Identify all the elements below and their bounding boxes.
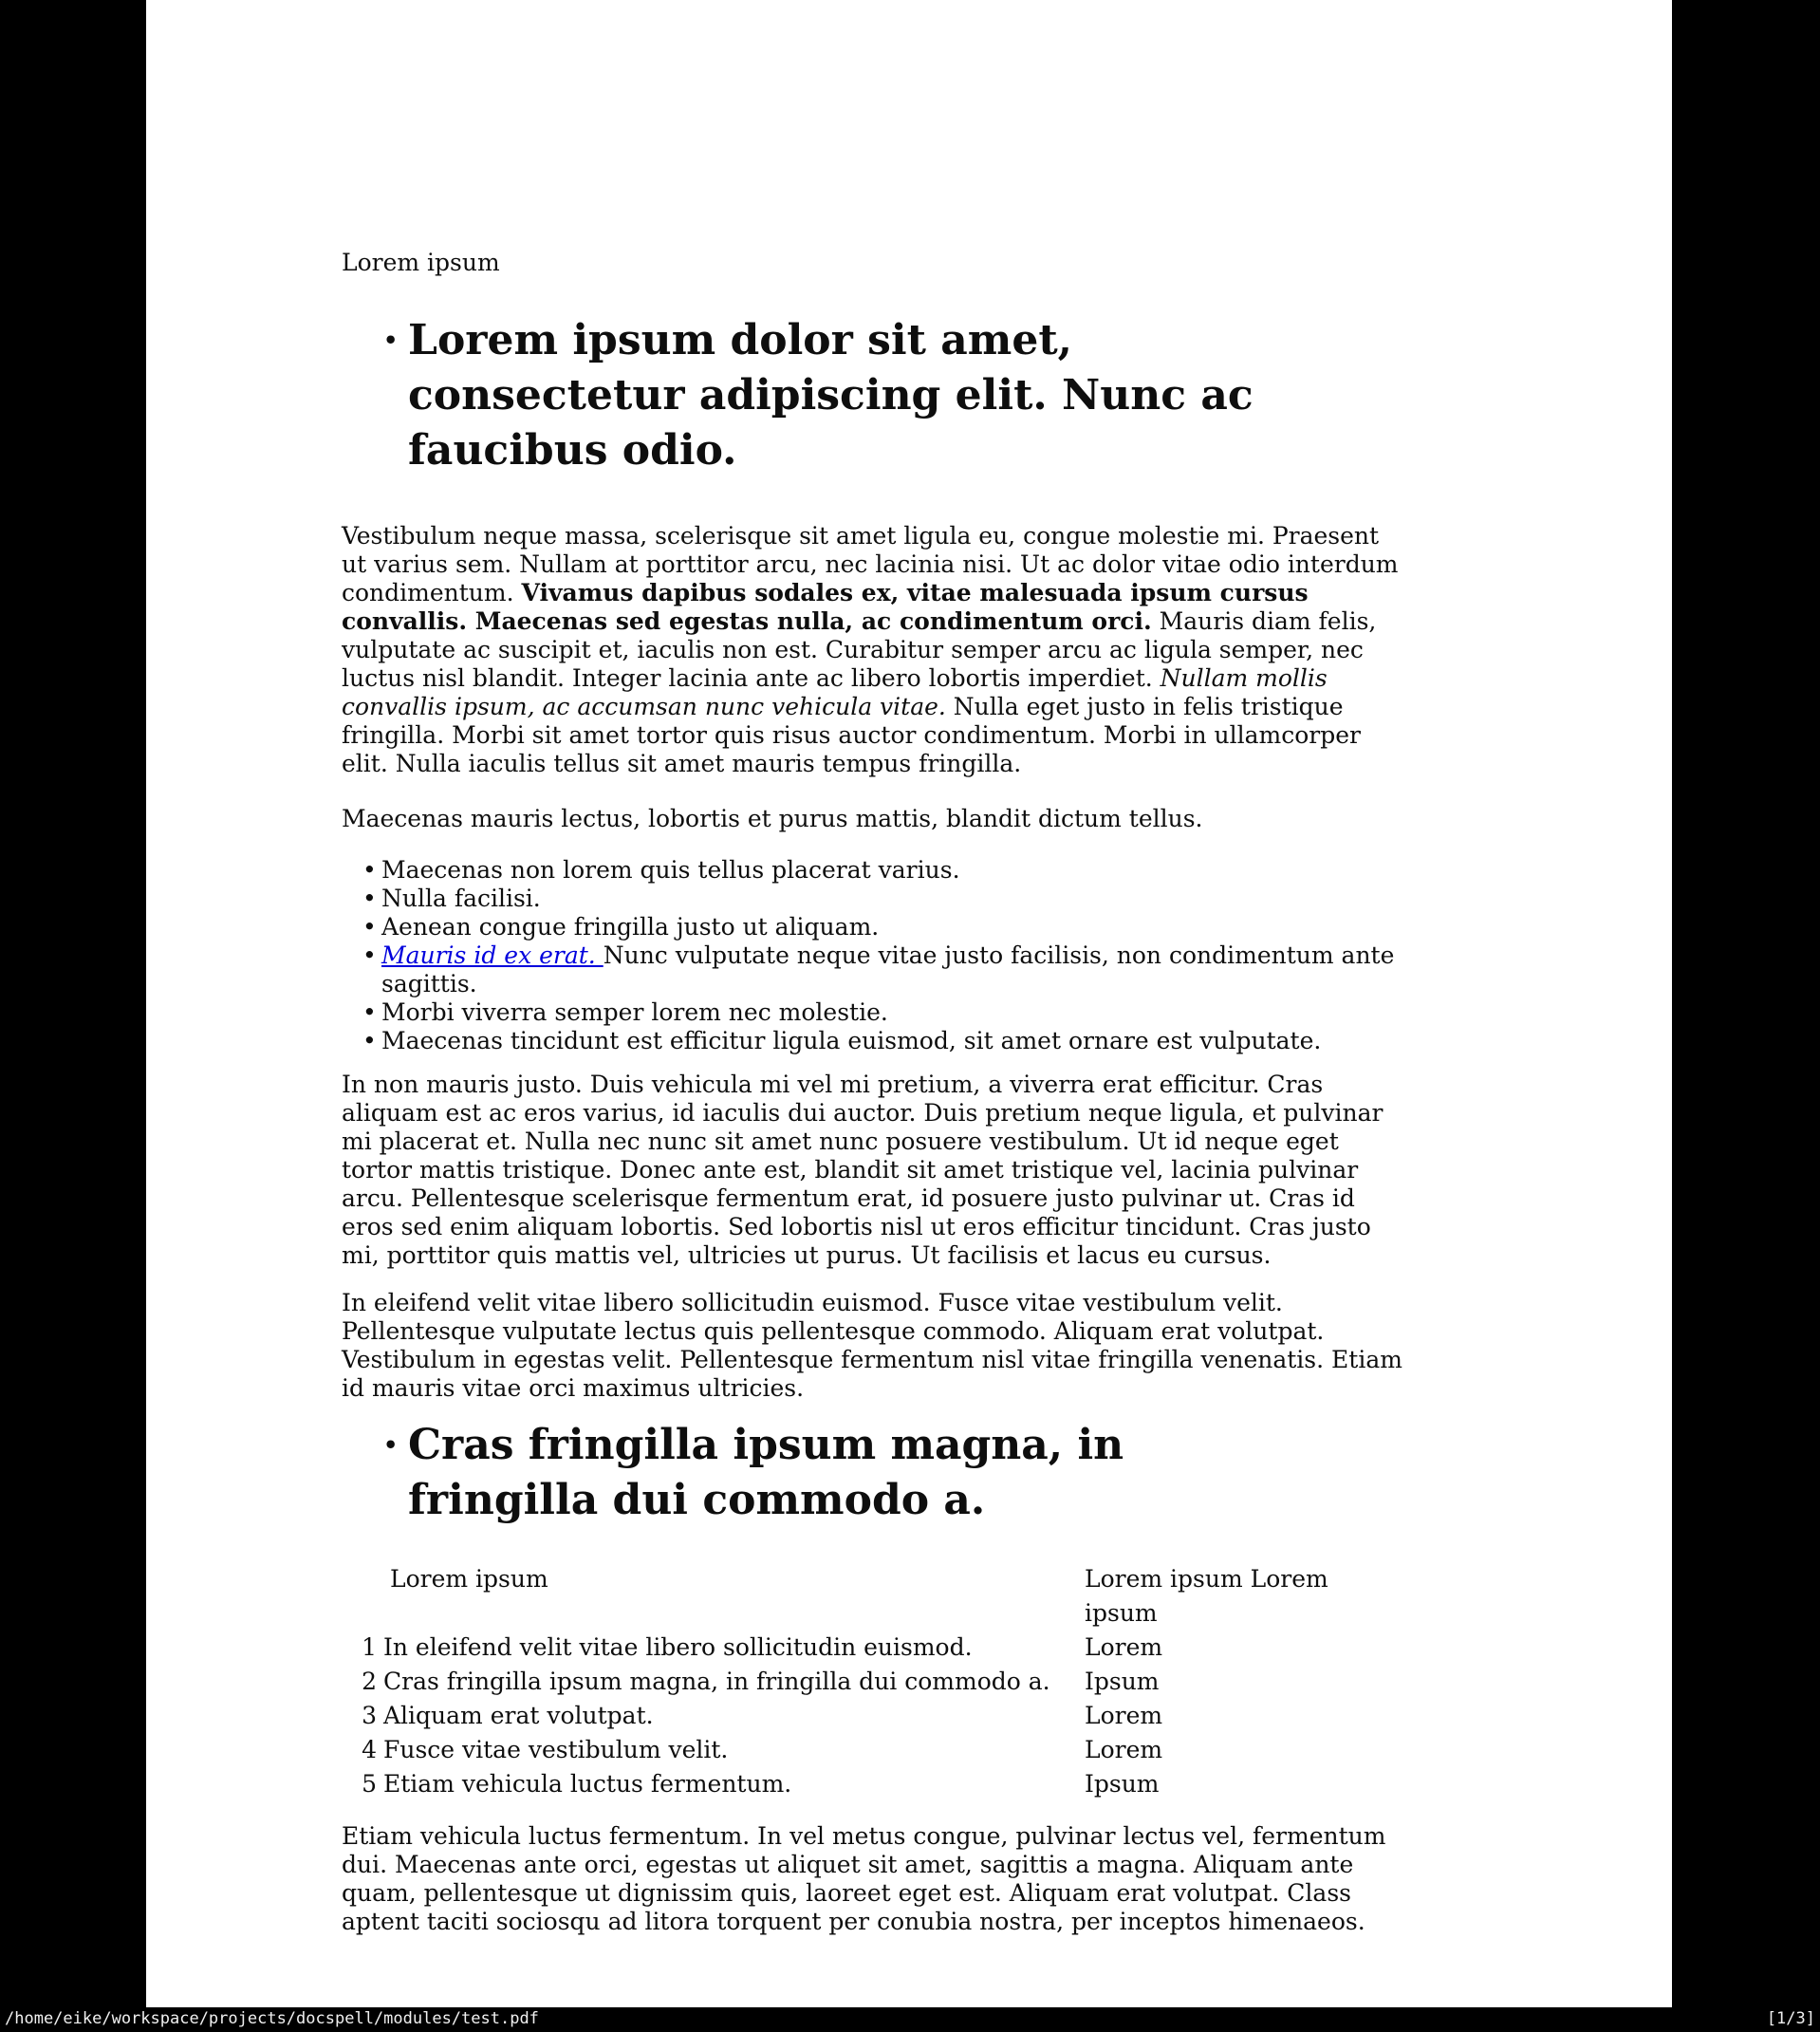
list-item-text — [381, 856, 960, 884]
list-item — [342, 913, 1404, 941]
table-row-number: 4 — [362, 1736, 377, 1763]
table-cell-value: Lorem — [1085, 1633, 1163, 1661]
bullet-icon: • — [362, 856, 377, 884]
table-cell-text: In eleifend velit vitae libero sollicitudin euismod. — [383, 1633, 973, 1661]
heading-2-item — [342, 1418, 1300, 1528]
text-segment: Nullam mollis convallis ipsum, ac accumsan nunc vehicula vitae. — [342, 664, 1328, 720]
paragraph-5: Etiam vehicula luctus fermentum. In vel metus congue, pulvinar lectus vel, fermentum dui. Maecenas ante orci, egestas ut aliquet sit amet, sagittis a magna. Aliquam ante quam, pellentesque ut dignissim quis, laoreet eget est. Aliquam erat volutpat. Class aptent taciti sociosqu ad litora torquent per conubia nostra, per inceptos himenaeos. — [342, 1822, 1386, 1935]
table-row — [342, 1631, 1404, 1665]
list-item — [342, 941, 1404, 998]
table-cell-value: Ipsum — [1085, 1668, 1160, 1695]
statusbar-page-indicator: [1/3] — [1766, 2009, 1815, 2028]
paragraph-3: In non mauris justo. Duis vehicula mi vel mi pretium, a viverra erat efficitur. Cras aliquam est ac eros varius, id iaculis dui auctor. Duis pretium neque ligula, et pulvinar mi placerat et. Nulla nec nunc sit amet nunc posuere vestibulum. Ut id neque eget tortor mattis tristique. Donec ante est, blandit sit amet tristique vel, lacinia pulvinar arcu. Pellentesque scelerisque fermentum erat, id posuere justo pulvinar ut. Cras id eros sed enim aliquam lobortis. Sed lobortis nisl ut eros efficitur tincidunt. Cras justo mi, porttitor quis mattis vel, ultricies ut purus. Ut facilisis et lacus eu cursus. — [342, 1071, 1384, 1269]
table-cell-text: Aliquam erat volutpat. — [383, 1702, 654, 1729]
list-item-text — [381, 1027, 1321, 1054]
statusbar — [0, 2007, 1820, 2032]
text-segment: Morbi viverra semper lorem nec molestie. — [381, 998, 888, 1026]
table-row-number: 5 — [362, 1770, 377, 1798]
table-row-number: 3 — [362, 1702, 377, 1729]
list-item-text — [381, 941, 1394, 997]
list-item-text — [381, 885, 541, 912]
bullet-icon: • — [362, 941, 377, 969]
pdf-page — [146, 0, 1672, 2007]
table-header-col1: Lorem ipsum — [390, 1565, 548, 1593]
bullet-icon: • — [362, 885, 377, 912]
table-cell-text: Cras fringilla ipsum magna, in fringilla dui commodo a. — [383, 1668, 1050, 1695]
bullet-icon: • — [362, 913, 377, 941]
text-segment: Vivamus dapibus sodales ex, vitae malesuada ipsum cursus convallis. Maecenas sed egestas nulla, ac condimentum orci. — [342, 579, 1309, 635]
table-row — [342, 1767, 1404, 1801]
bullet-list — [342, 856, 1404, 1055]
text-segment: Aenean congue fringilla justo ut aliquam. — [381, 913, 880, 941]
paragraph-1 — [342, 522, 1404, 778]
table-header-col2: Lorem ipsum Lorem ipsum — [1085, 1565, 1328, 1627]
table-cell-value: Ipsum — [1085, 1770, 1160, 1798]
document-link[interactable]: Mauris id ex erat. — [381, 941, 604, 969]
table-row — [342, 1699, 1404, 1733]
bullet-icon: • — [383, 326, 399, 354]
list-item — [342, 998, 1404, 1027]
intro-label: Lorem ipsum — [342, 249, 500, 276]
list-item — [342, 1027, 1404, 1055]
table-header-row — [342, 1562, 1404, 1631]
text-segment: Vestibulum neque massa, scelerisque sit amet ligula eu, congue molestie mi. Praesent ut varius sem. Nullam at porttitor arcu, nec lacinia nisi. Ut ac dolor vitae odio interdum condimentum. — [342, 522, 1399, 606]
document-table — [342, 1562, 1404, 1801]
list-item — [342, 885, 1404, 913]
text-segment: Nunc vulputate neque vitae justo facilisis, non condimentum ante sagittis. — [381, 941, 1395, 997]
list-item — [342, 856, 1404, 885]
heading-1-item — [342, 313, 1300, 478]
text-segment: Maecenas tincidunt est efficitur ligula euismod, sit amet ornare est vulputate. — [381, 1027, 1322, 1054]
bullet-icon: • — [383, 1431, 399, 1459]
table-header-number-cell — [342, 1562, 383, 1631]
bullet-icon: • — [362, 1027, 377, 1054]
text-segment: Nulla eget justo in felis tristique fringilla. Morbi sit amet tortor quis risus auctor condimentum. Morbi in ullamcorper elit. Nulla iaculis tellus sit amet mauris tempus fringilla. — [342, 693, 1361, 777]
paragraph-2: Maecenas mauris lectus, lobortis et purus mattis, blandit dictum tellus. — [342, 805, 1203, 832]
table-row-number: 1 — [362, 1633, 377, 1661]
list-item-text — [381, 913, 879, 941]
table-row-number: 2 — [362, 1668, 377, 1695]
text-segment: Maecenas non lorem quis tellus placerat varius. — [381, 856, 960, 884]
table-cell-text: Fusce vitae vestibulum velit. — [383, 1736, 729, 1763]
table-row — [342, 1733, 1404, 1767]
table-row — [342, 1665, 1404, 1699]
table-cell-value: Lorem — [1085, 1702, 1163, 1729]
table-cell-value: Lorem — [1085, 1736, 1163, 1763]
paragraph-4: In eleifend velit vitae libero sollicitudin euismod. Fusce vitae vestibulum velit. Pellentesque vulputate lectus quis pellentesque commodo. Aliquam erat volutpat. Vestibulum in egestas velit. Pellentesque fermentum nisl vitae fringilla venenatis. Etiam id mauris vitae orci maximus ultricies. — [342, 1289, 1402, 1402]
heading-2: Cras fringilla ipsum magna, in fringilla dui commodo a. — [408, 1421, 1124, 1524]
document-content — [342, 0, 1404, 1936]
bullet-icon: • — [362, 998, 377, 1026]
text-segment: Mauris diam felis, vulputate ac suscipit et, iaculis non est. Curabitur semper arcu ac ligula semper, nec luctus nisl blandit. Integer lacinia ante ac libero lobortis imperdiet. — [342, 607, 1377, 692]
text-segment: Nulla facilisi. — [381, 885, 541, 912]
list-item-text — [381, 998, 888, 1026]
table-cell-text: Etiam vehicula luctus fermentum. — [383, 1770, 792, 1798]
heading-1: Lorem ipsum dolor sit amet, consectetur adipiscing elit. Nunc ac faucibus odio. — [408, 316, 1254, 475]
statusbar-file-path: /home/eike/workspace/projects/docspell/modules/test.pdf — [5, 2009, 539, 2028]
